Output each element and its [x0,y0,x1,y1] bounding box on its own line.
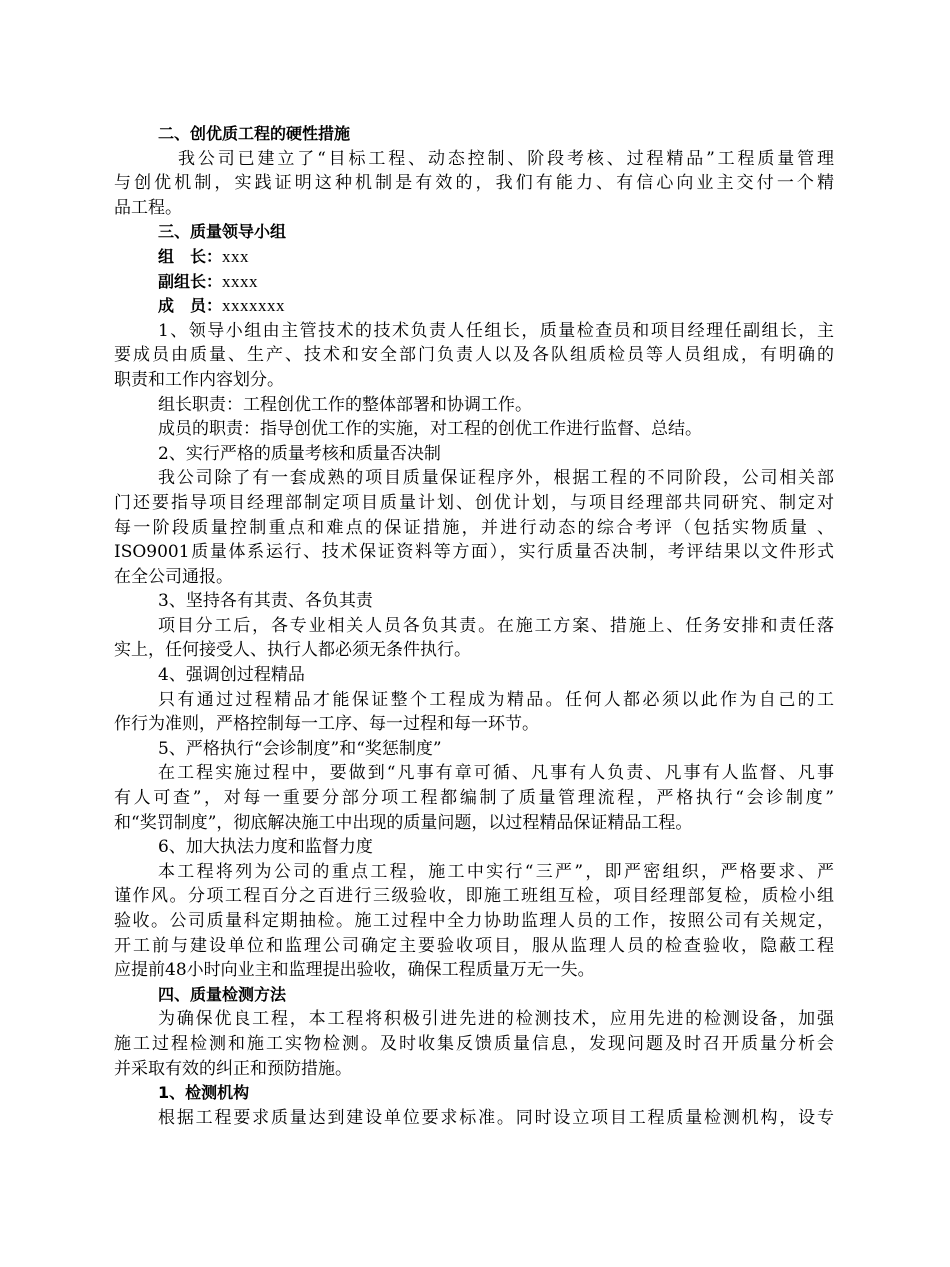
item2-line-5: 在全公司通报。 [114,566,233,587]
item6-title: 6、加大执法力度和监督力度 [158,837,373,858]
item1-line-3: 职责和工作内容划分。 [114,369,284,390]
item6-line-2: 谨作风。分项工程百分之百进行三级验收，即施工班组互检，项目经理部复检，质检小组 [114,886,834,907]
section4-para-line-2: 施工过程检测和施工实物检测。及时收集反馈质量信息，发现问题及时召开质量分析会 [114,1033,834,1054]
members-row [114,294,834,319]
item6-line-3: 验收。公司质量科定期抽检。施工过程中全力协助监理人员的工作，按照公司有关规定， [114,911,834,931]
leader-label: 组 长： [158,246,223,266]
item2-title: 2、实行严格的质量考核和质量否决制 [158,443,441,464]
item2-line-3: 每一阶段质量控制重点和难点的保证措施，并进行动态的综合考评（包括实物质量 、 [114,517,834,538]
item6-line-5: 应提前48小时向业主和监理提出验收，确保工程质量万无一失。 [114,960,595,981]
item3-title: 3、坚持各有其责、各负其责 [158,591,373,612]
item3-line-2: 实上，任何接受人、执行人都必须无条件执行。 [114,640,471,661]
sub1-para-line-1: 根据工程要求质量达到建设单位要求标准。同时设立项目工程质量检测机构，设专 [158,1107,834,1128]
subsection-heading-1: 1、检测机构 [158,1083,250,1103]
leader-duty: 组长职责：工程创优工作的整体部署和协调工作。 [158,394,532,415]
item2-line-2: 门还要指导项目经理部制定项目质量计划、创优计划，与项目经理部共同研究、制定对 [114,492,834,513]
item1-line-1: 1、领导小组由主管技术的技术负责人任组长，质量检查员和项目经理任副组长，主 [158,320,834,341]
section-heading-2: 二、创优质工程的硬性措施 [158,124,351,143]
item6-line-1: 本工程将列为公司的重点工程，施工中实行“三严”，即严密组织，严格要求、严 [158,861,834,882]
section-heading-3: 三、质量领导小组 [158,222,287,242]
item3-line-1: 项目分工后，各专业相关人员各负其责。在施工方案、措施上、任务安排和责任落 [158,615,834,636]
deputy-value: xxxx [222,271,259,291]
leader-row [114,245,834,270]
item2-line-4: ISO9001质量体系运行、技术保证资料等方面），实行质量否决制，考评结果以文件形式 [114,542,834,563]
members-label: 成 员： [158,296,223,316]
member-duty: 成员的职责：指导创优工作的实施，对工程的创优工作进行监督、总结。 [158,419,702,440]
item4-line-2: 作行为准则，严格控制每一工序、每一过程和每一环节。 [114,714,539,735]
item4-line-1: 只有通过过程精品才能保证整个工程成为精品。任何人都必须以此作为自己的工 [158,689,834,710]
section2-para-line-3: 品工程。 [114,197,182,218]
deputy-label: 副组长： [158,271,223,291]
section-heading-4: 四、质量检测方法 [158,984,287,1004]
item2-line-1: 我公司除了有一套成熟的项目质量保证程序外，根据工程的不同阶段，公司相关部 [158,468,834,489]
document-body [114,122,834,1130]
item6-line-4: 开工前与建设单位和监理公司确定主要验收项目，服从监理人员的检查验收，隐蔽工程 [114,935,834,956]
leader-value: xxx [222,246,250,266]
item5-line-2: 有人可查”，对每一重要分部分项工程都编制了质量管理流程，严格执行“会诊制度” [114,788,834,809]
section2-para-line-2: 与创优机制，实践证明这种机制是有效的，我们有能力、有信心向业主交付一个精 [114,173,834,194]
item1-line-2: 要成员由质量、生产、技术和安全部门负责人以及各队组质检员等人员组成，有明确的 [114,345,834,366]
section2-para-line-1: 我公司已建立了“目标工程、动态控制、阶段考核、过程精品”工程质量管理 [178,148,834,169]
section4-para-line-1: 为确保优良工程，本工程将积极引进先进的检测技术，应用先进的检测设备，加强 [158,1009,834,1030]
item5-line-1: 在工程实施过程中，要做到“凡事有章可循、凡事有人负责、凡事有人监督、凡事 [158,763,834,784]
item5-title: 5、严格执行“会诊制度”和“奖惩制度” [158,738,442,759]
item4-title: 4、强调创过程精品 [158,665,305,686]
section4-para-line-3: 并采取有效的纠正和预防措施。 [114,1058,352,1079]
members-value: xxxxxxx [222,296,286,316]
deputy-row [114,270,834,295]
item5-line-3: 和“奖罚制度”，彻底解决施工中出现的质量问题，以过程精品保证精品工程。 [114,812,693,833]
